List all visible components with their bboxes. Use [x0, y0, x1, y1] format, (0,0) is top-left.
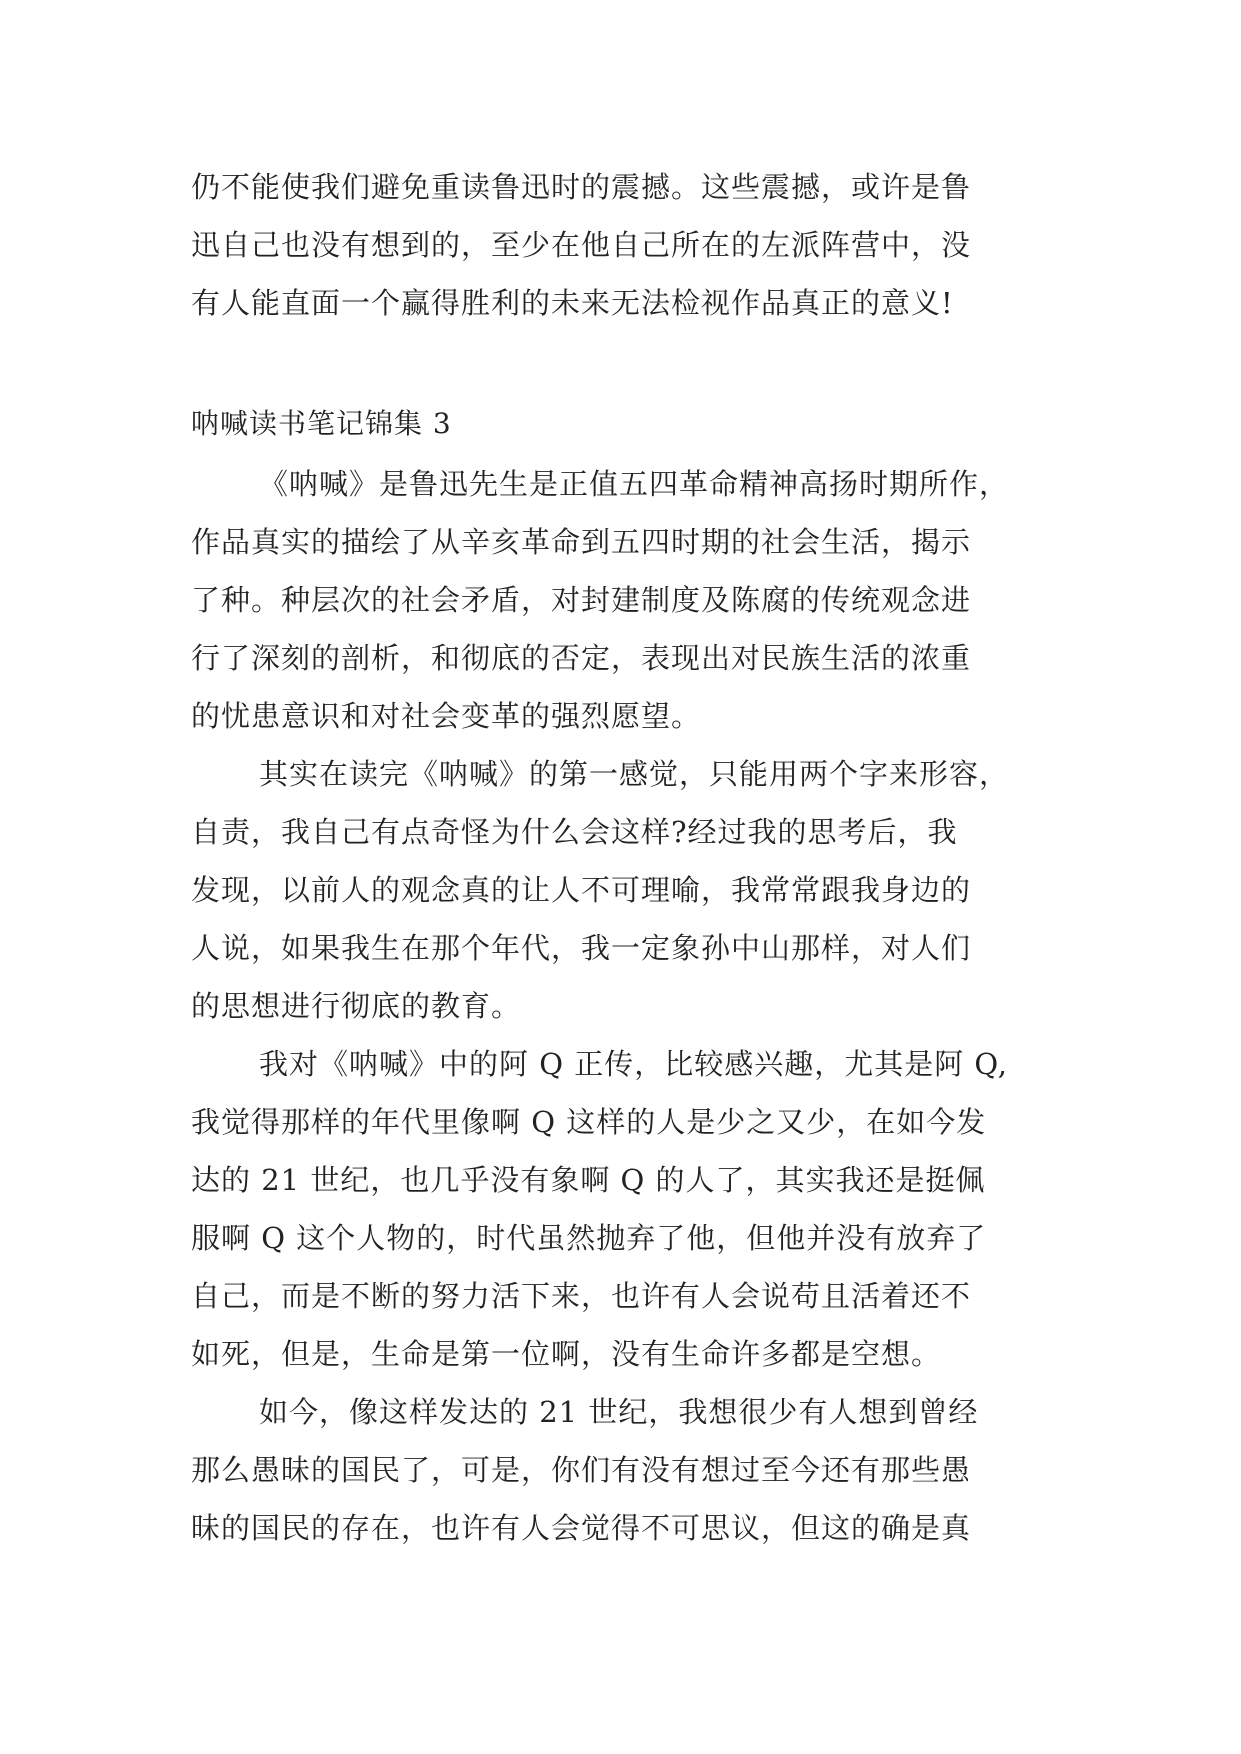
text-line: 有人能直面一个赢得胜利的未来无法检视作品真正的意义!: [191, 286, 954, 320]
text-line: 作品真实的描绘了从辛亥革命到五四时期的社会生活，揭示: [191, 525, 972, 559]
text-line: 的忧患意识和对社会变革的强烈愿望。: [191, 699, 702, 733]
text-line: 达的 21 世纪，也几乎没有象啊 Q 的人了，其实我还是挺佩: [191, 1163, 986, 1197]
text-line: 昧的国民的存在，也许有人会觉得不可思议，但这的确是真: [191, 1511, 972, 1545]
text-line: 我觉得那样的年代里像啊 Q 这样的人是少之又少，在如今发: [191, 1105, 987, 1139]
section-heading: 呐喊读书笔记锦集 3: [191, 407, 452, 440]
paragraph-first-line: 其实在读完《呐喊》的第一感觉，只能用两个字来形容，: [259, 757, 1010, 791]
text-line: 那么愚昧的国民了，可是，你们有没有想过至今还有那些愚: [191, 1453, 972, 1487]
text-line: 行了深刻的剖析，和彻底的否定，表现出对民族生活的浓重: [191, 641, 972, 675]
text-line: 如死，但是，生命是第一位啊，没有生命许多都是空想。: [191, 1337, 942, 1371]
text-line: 发现，以前人的观念真的让人不可理喻，我常常跟我身边的: [191, 873, 972, 907]
body-text: [191, 455, 1051, 1557]
text-line: 的思想进行彻底的教育。: [191, 989, 522, 1023]
text-line: 自责，我自己有点奇怪为什么会这样?经过我的思考后，我: [191, 815, 958, 849]
text-line: 服啊 Q 这个人物的，时代虽然抛弃了他，但他并没有放弃了: [191, 1221, 987, 1255]
intro-paragraph: [191, 158, 1051, 332]
paragraph-first-line: 如今，像这样发达的 21 世纪，我想很少有人想到曾经: [259, 1395, 979, 1429]
text-line: 自己，而是不断的努力活下来，也许有人会说苟且活着还不: [191, 1279, 972, 1313]
text-line: 了种。种层次的社会矛盾，对封建制度及陈腐的传统观念进: [191, 583, 972, 617]
paragraph-first-line: 《呐喊》是鲁迅先生是正值五四革命精神高扬时期所作，: [259, 467, 1010, 501]
text-line: 人说，如果我生在那个年代，我一定象孙中山那样，对人们: [191, 931, 972, 965]
text-line: 迅自己也没有想到的，至少在他自己所在的左派阵营中，没: [191, 228, 972, 262]
text-line: 仍不能使我们避免重读鲁迅时的震撼。这些震撼，或许是鲁: [191, 170, 972, 204]
paragraph-first-line: 我对《呐喊》中的阿 Q 正传，比较感兴趣，尤其是阿 Q,: [259, 1047, 1008, 1081]
